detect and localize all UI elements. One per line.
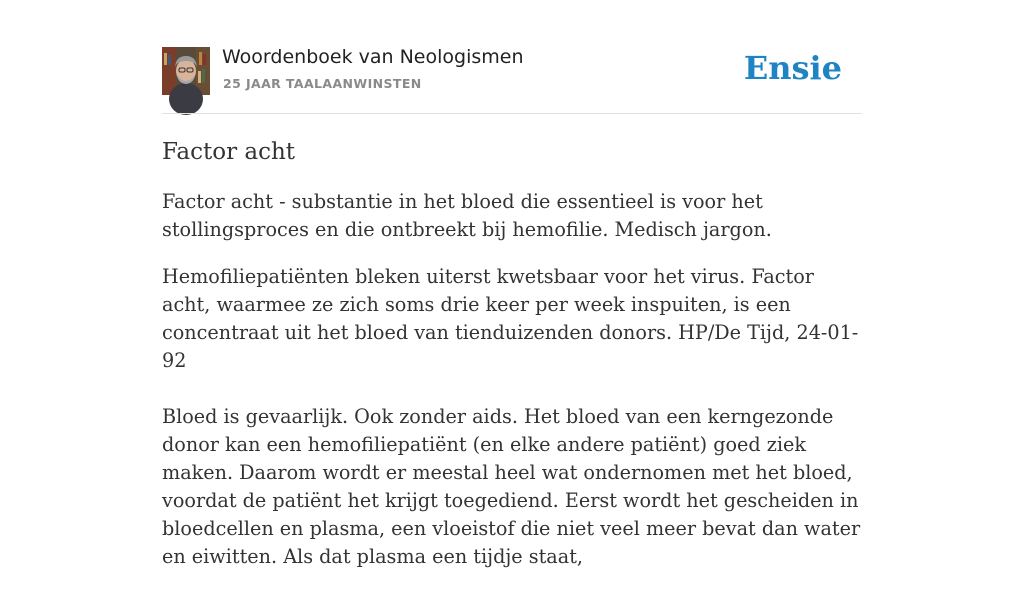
blog-subtitle: 25 JAAR TAALAANWINSTEN (223, 76, 422, 91)
article-title: Factor acht (162, 139, 296, 165)
article-quotes: Hemofiliepatiënten bleken uiterst kwetsbaar voor het virus. Factor acht, waarmee ze zich soms drie keer per week inspuiten, is een concentraat uit het bloed van tienduizenden donors. HP/De Tijd, 24-01-92 Bloed is gevaarlijk. Ook zonder aids. Het bloed van een kerngezonde donor kan een hemofiliepatiënt (en elke andere patiënt) goed ziek maken. Daarom wordt er meestal heel wat ondernomen met het bloed, voordat de patiënt het krijgt toegediend. Eerst wordt het gescheiden in bloedcellen en plasma, een vloeistof die niet veel meer bevat dan water en eiwitten. Als dat plasma een tijdje staat, (162, 265, 861, 568)
ensie-logo-link[interactable]: Ensie (743, 49, 842, 87)
author-avatar[interactable] (162, 47, 210, 95)
header-divider (162, 113, 862, 114)
article (162, 136, 862, 590)
blog-title-link[interactable]: Woordenboek van Neologismen (222, 46, 524, 68)
article-definition: Factor acht - substantie in het bloed die essentieel is voor het stollingsproces en die ontbreekt bij hemofilie. Medisch jargon. (162, 190, 772, 241)
blog-header (162, 46, 862, 96)
author-portrait-icon (162, 47, 210, 95)
